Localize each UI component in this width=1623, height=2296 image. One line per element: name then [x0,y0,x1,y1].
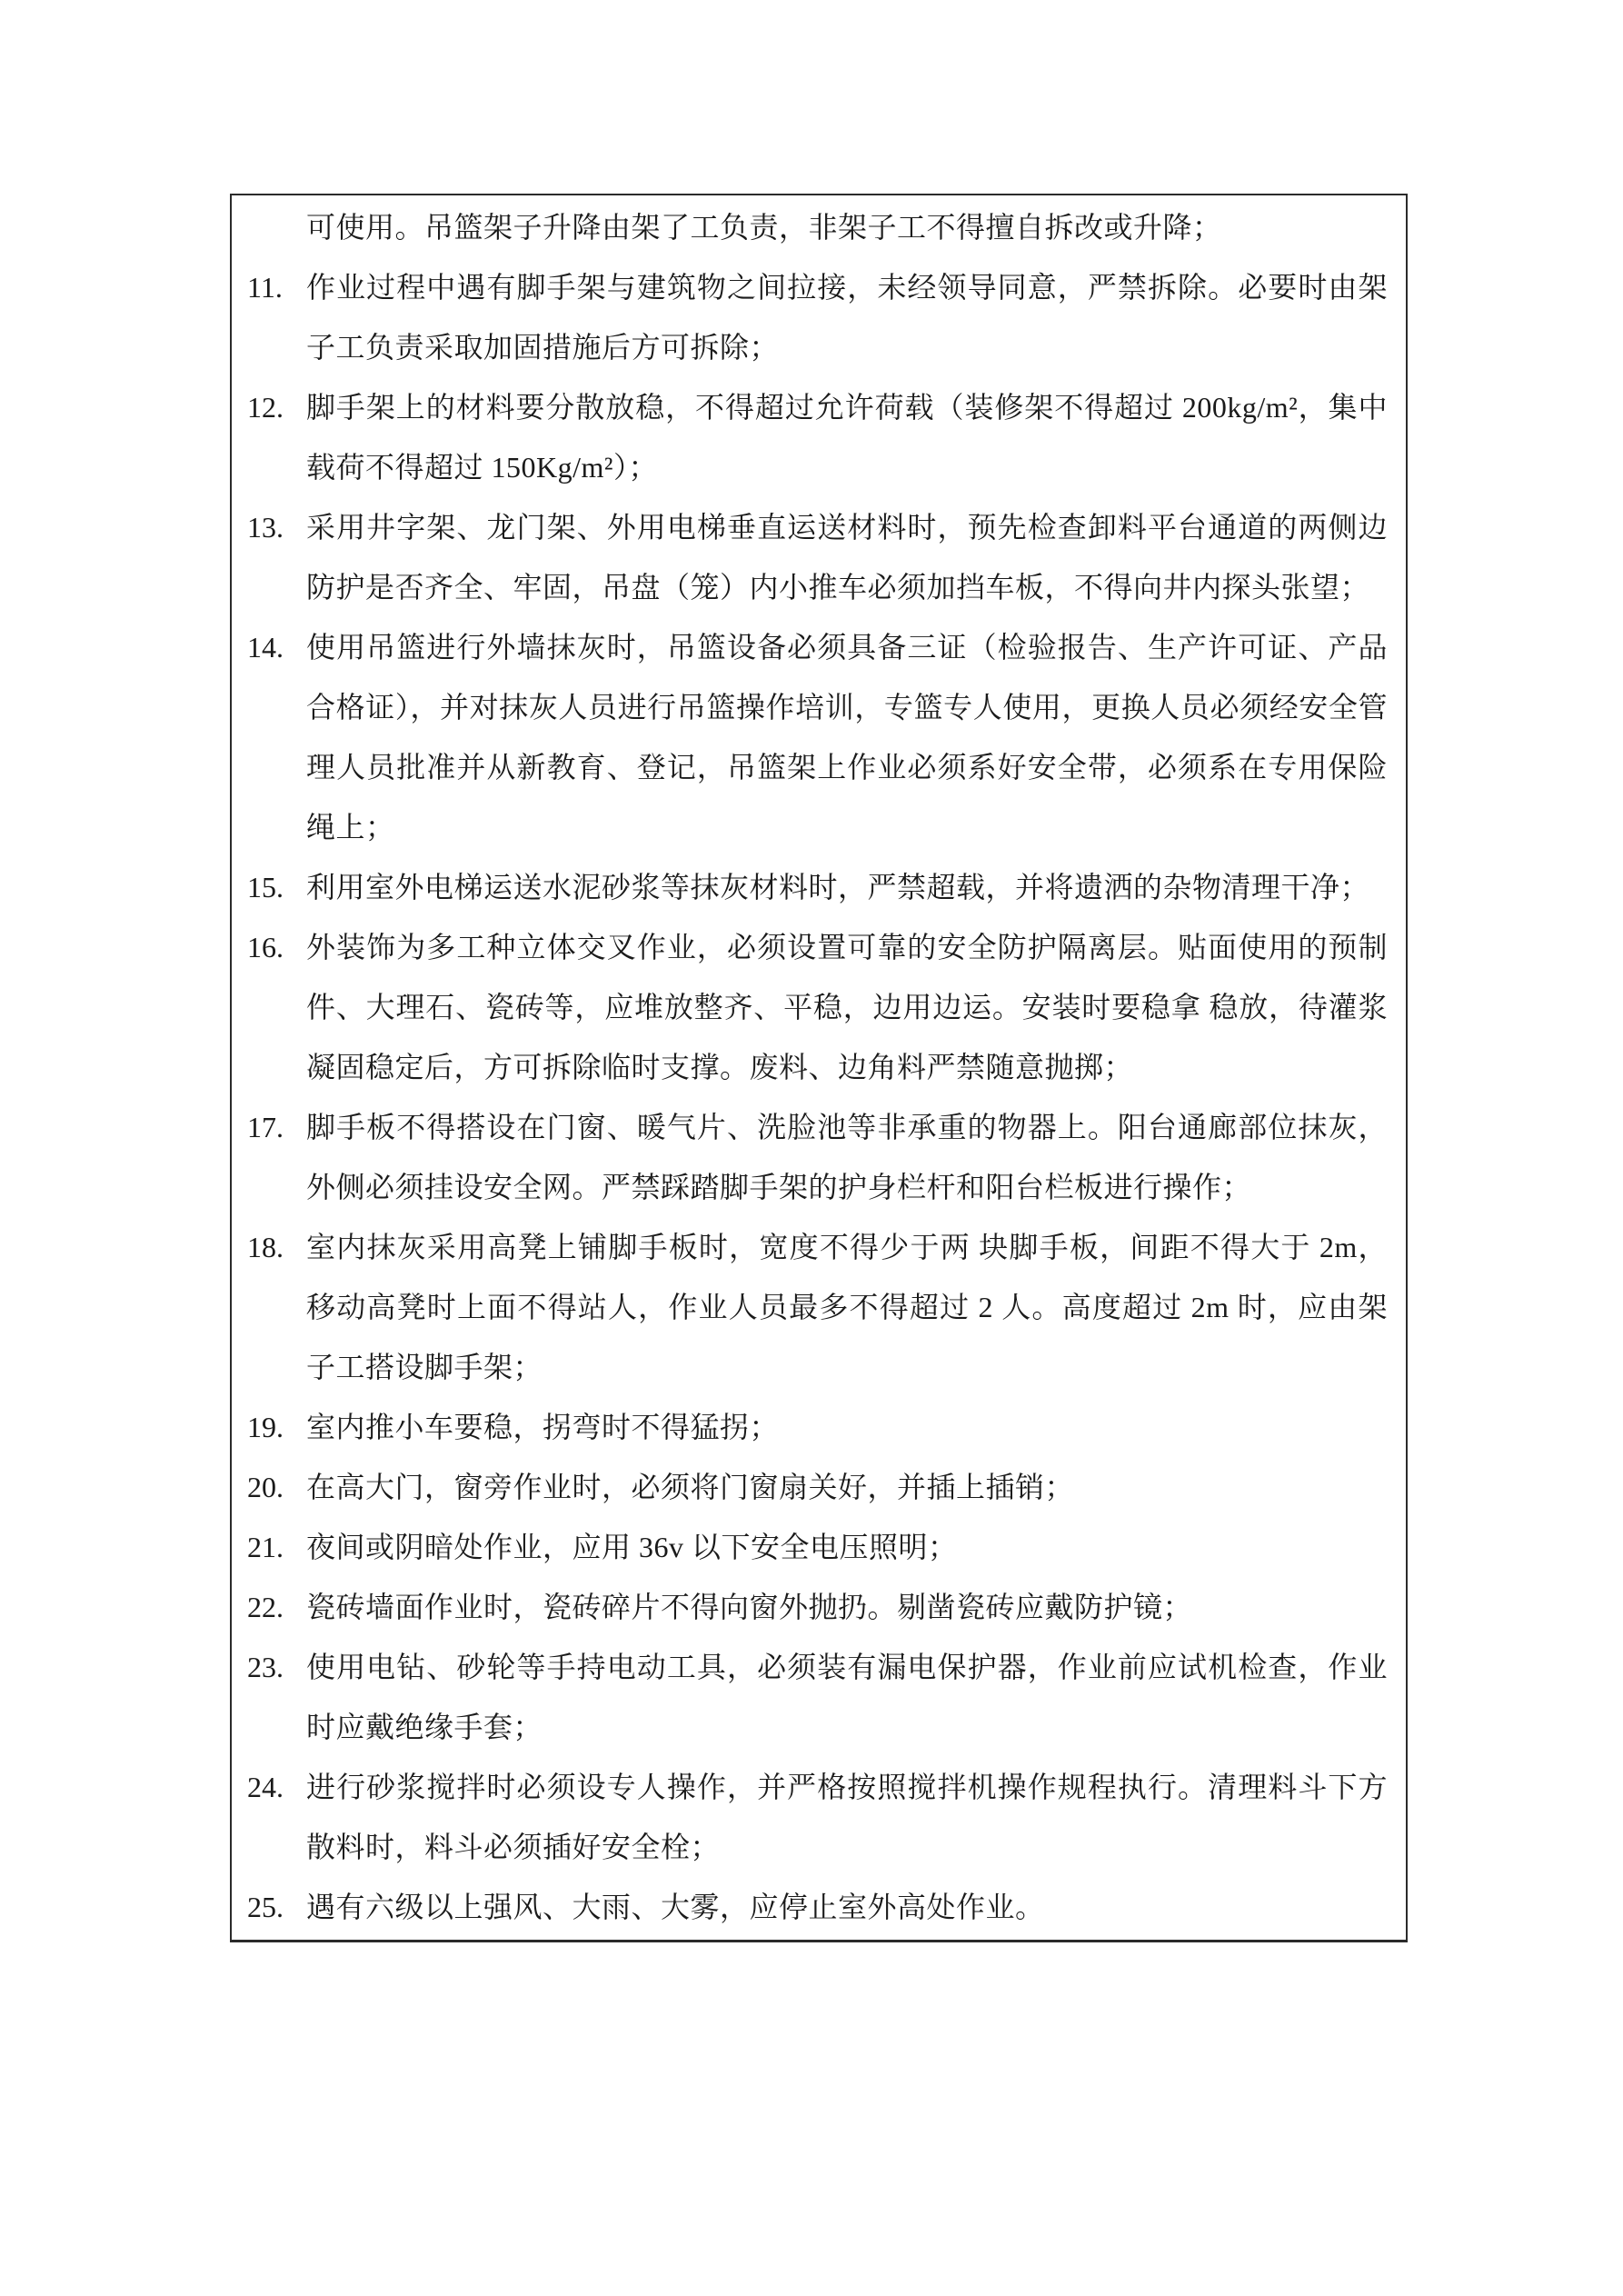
item-text: 瓷砖墙面作业时，瓷砖碎片不得向窗外抛扔。剔凿瓷砖应戴防护镜； [306,1591,1193,1623]
item-number: 14. [247,631,284,664]
item-text: 遇有六级以上强风、大雨、大雾，应停止室外高处作业。 [306,1891,1045,1923]
list-item [232,377,1388,497]
list-item [232,857,1388,917]
item-text: 使用吊篮进行外墙抹灰时，吊篮设备必须具备三证（检验报告、生产许可证、产品合格证），并对抹灰人员进行吊篮操作培训，专篮专人使用，更换人员必须经安全管理人员批准并从新教育、登记，吊篮架上作业必须系好安全带，必须系在专用保险绳上； [306,631,1388,844]
item-text: 室内抹灰采用高凳上铺脚手板时，宽度不得少于两 块脚手板，间距不得大于 2m，移动高凳时上面不得站人，作业人员最多不得超过 2 人。高度超过 2m 时，应由架子工搭设脚手架； [306,1231,1388,1383]
item-number: 11. [247,271,283,304]
item-number: 23. [247,1651,284,1683]
item-text: 夜间或阴暗处作业，应用 36v 以下安全电压照明； [306,1531,958,1563]
list-item [232,1757,1388,1877]
item-text: 作业过程中遇有脚手架与建筑物之间拉接，未经领导同意，严禁拆除。必要时由架子工负责采取加固措施后方可拆除； [306,271,1388,364]
list-item [232,497,1388,617]
list-item [232,1577,1388,1637]
list-item [232,617,1388,857]
item-number: 24. [247,1771,284,1803]
item-number: 22. [247,1591,284,1623]
list-item [232,1457,1388,1517]
item-text: 采用井字架、龙门架、外用电梯垂直运送材料时，预先检查卸料平台通道的两侧边防护是否齐全、牢固，吊盘（笼）内小推车必须加挡车板，不得向井内探头张望； [306,511,1388,604]
list-item [232,1637,1388,1757]
item-text: 进行砂浆搅拌时必须设专人操作，并严格按照搅拌机操作规程执行。清理料斗下方散料时，料斗必须插好安全栓； [306,1771,1388,1863]
list-item [232,1097,1388,1217]
item-number: 21. [247,1531,284,1563]
item-text: 脚手板不得搭设在门窗、暖气片、洗脸池等非承重的物器上。阳台通廊部位抹灰，外侧必须挂设安全网。严禁踩踏脚手架的护身栏杆和阳台栏板进行操作； [306,1111,1388,1203]
safety-rules-table-cell [230,194,1408,1942]
item-number: 13. [247,511,284,544]
item-text: 利用室外电梯运送水泥砂浆等抹灰材料时，严禁超载，并将遗洒的杂物清理干净； [306,871,1370,903]
item-number: 17. [247,1111,284,1143]
item-number: 20. [247,1471,284,1503]
list-item [232,1397,1388,1457]
item-text: 可使用。吊篮架子升降由架了工负责，非架子工不得擅自拆改或升降； [306,211,1222,244]
item-number: 18. [247,1231,284,1263]
item-text: 使用电钻、砂轮等手持电动工具，必须装有漏电保护器，作业前应试机检查，作业时应戴绝缘手套； [306,1651,1388,1743]
item-number: 19. [247,1411,284,1443]
item-number: 16. [247,931,284,963]
list-item [232,1517,1388,1577]
item-number: 15. [247,871,284,903]
list-item [232,1217,1388,1397]
item-text: 脚手架上的材料要分散放稳，不得超过允许荷载（装修架不得超过 200kg/m²，集中载荷不得超过 150Kg/m²）； [306,391,1388,484]
item-number: 12. [247,391,284,424]
item-text: 外装饰为多工种立体交叉作业，必须设置可靠的安全防护隔离层。贴面使用的预制件、大理石、瓷砖等，应堆放整齐、平稳，边用边运。安装时要稳拿 稳放，待灌浆凝固稳定后，方可拆除临时支撑。废料、边角料严禁随意抛掷； [306,931,1388,1083]
list-item [232,917,1388,1097]
item-text: 室内推小车要稳，拐弯时不得猛拐； [306,1411,780,1443]
list-item [232,1877,1388,1937]
item-text: 在高大门，窗旁作业时，必须将门窗扇关好，并插上插销； [306,1471,1075,1503]
list-item [232,197,1388,257]
list-item [232,257,1388,377]
item-number: 25. [247,1891,284,1923]
